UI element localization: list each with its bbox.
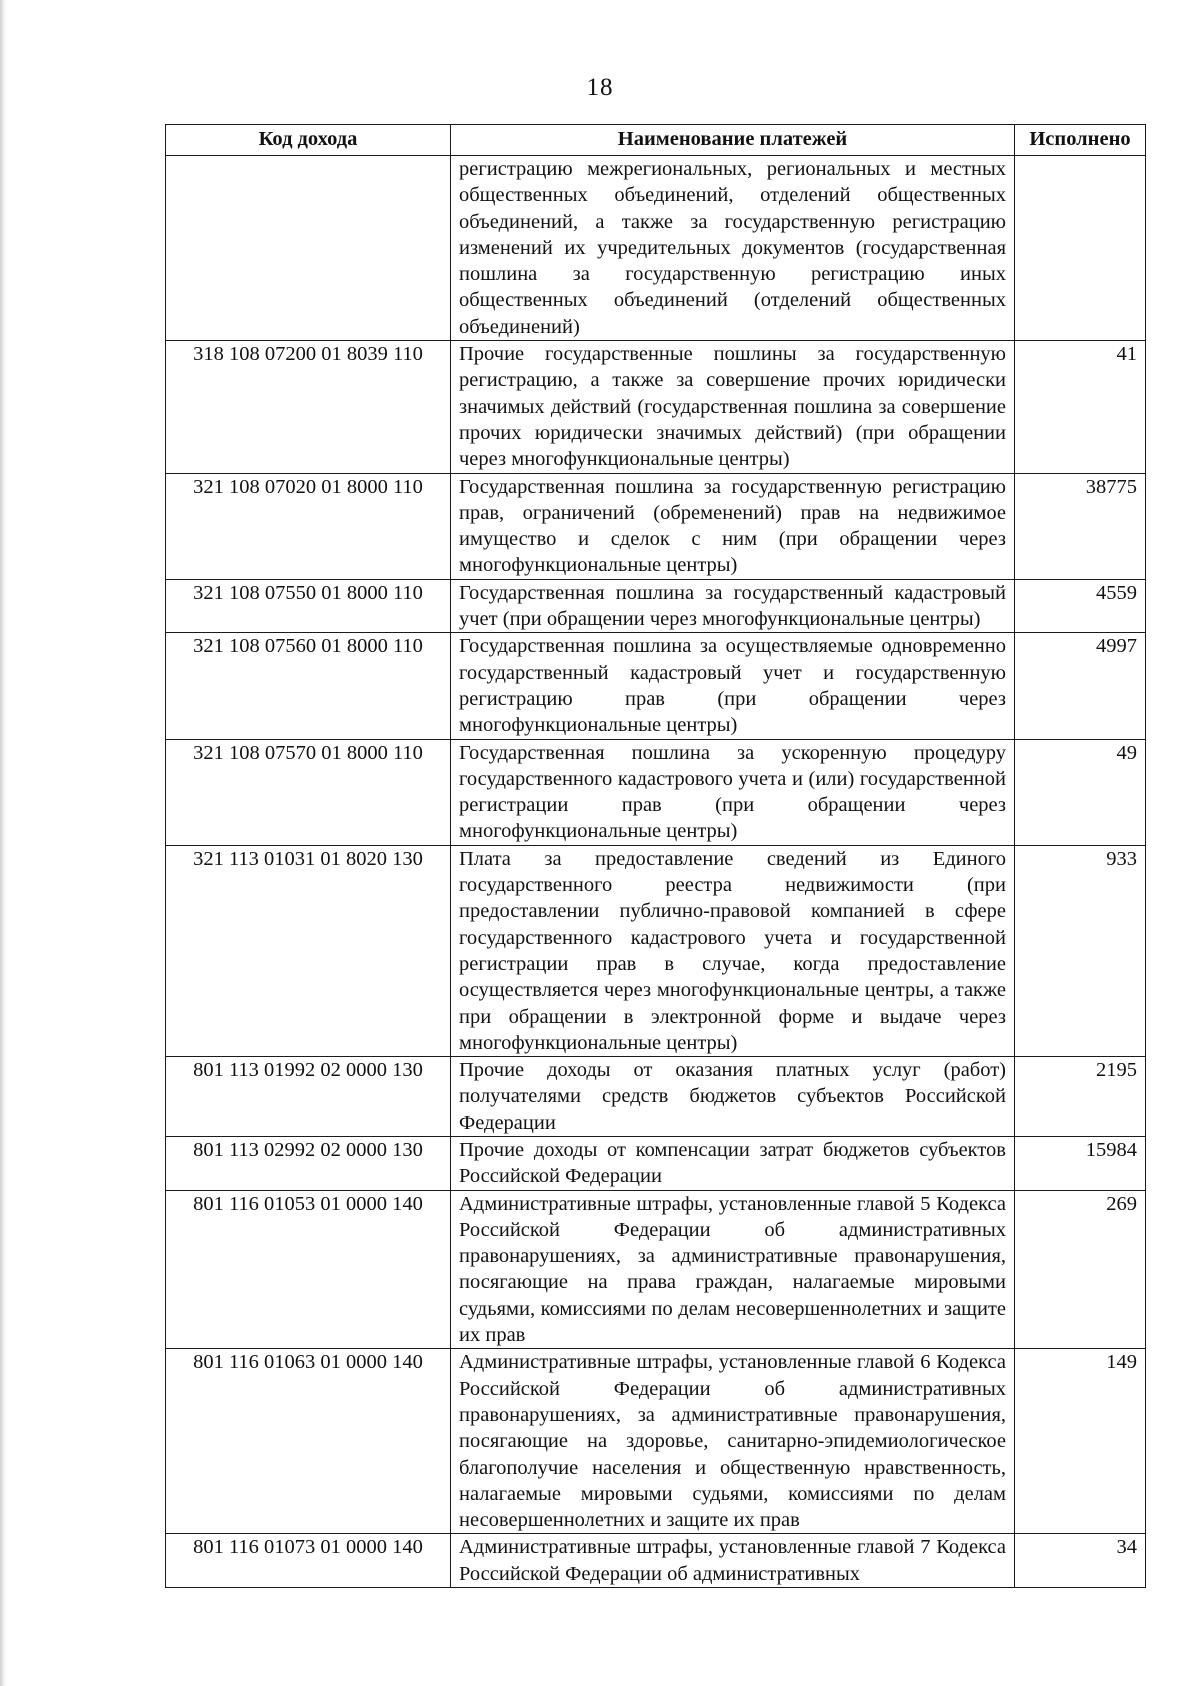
executed-amount: 4997	[1015, 633, 1146, 739]
table-header-row	[166, 125, 1146, 156]
table-row	[166, 633, 1146, 739]
payment-name: Государственная пошлина за осуществляемые одновременно государственный кадастровый учет и государственную регистрацию прав (при обращении через многофункциональные центры)	[451, 633, 1015, 739]
table-row	[166, 341, 1146, 473]
payment-name: Административные штрафы, установленные главой 7 Кодекса Российской Федерации об административных	[451, 1534, 1015, 1588]
table-row	[166, 1349, 1146, 1534]
table-row	[166, 1136, 1146, 1190]
revenue-table	[165, 124, 1146, 1588]
executed-amount: 149	[1015, 1349, 1146, 1534]
table-row	[166, 739, 1146, 845]
revenue-code: 321 108 07550 01 8000 110	[166, 579, 451, 633]
executed-amount: 49	[1015, 739, 1146, 845]
payment-name: Административные штрафы, установленные главой 6 Кодекса Российской Федерации об административных правонарушениях, за административные правонарушения, посягающие на здоровье, санитарно-эпидемиологическое благополучие населения и общественную нравственность, налагаемые мировыми судьями, комиссиями по делам несовершеннолетних и защите их прав	[451, 1349, 1015, 1534]
table-row	[166, 1057, 1146, 1137]
payment-name: Прочие государственные пошлины за государственную регистрацию, а также за совершение прочих юридически значимых действий (государственная пошлина за совершение прочих юридически значимых действий) (при обращении через многофункциональные центры)	[451, 341, 1015, 473]
payment-name: Прочие доходы от компенсации затрат бюджетов субъектов Российской Федерации	[451, 1136, 1015, 1190]
header-name: Наименование платежей	[451, 125, 1015, 156]
revenue-code: 801 113 01992 02 0000 130	[166, 1057, 451, 1137]
executed-amount: 34	[1015, 1534, 1146, 1588]
executed-amount: 269	[1015, 1190, 1146, 1349]
revenue-code: 318 108 07200 01 8039 110	[166, 341, 451, 473]
revenue-code: 321 108 07020 01 8000 110	[166, 473, 451, 579]
executed-amount: 41	[1015, 341, 1146, 473]
header-sum: Исполнено	[1015, 125, 1146, 156]
page-number: 18	[586, 74, 614, 101]
executed-amount: 4559	[1015, 579, 1146, 633]
table-row	[166, 579, 1146, 633]
table-row	[166, 156, 1146, 341]
executed-amount: 933	[1015, 845, 1146, 1056]
executed-amount: 38775	[1015, 473, 1146, 579]
payment-name: Государственная пошлина за государственный кадастровый учет (при обращении через многофункциональные центры)	[451, 579, 1015, 633]
payment-name: Плата за предоставление сведений из Единого государственного реестра недвижимости (при предоставлении публично-правовой компанией в сфере государственного кадастрового учета и государственной регистрации прав в случае, когда предоставление осуществляется через многофункциональные центры, а также при обращении в электронной форме и выдаче через многофункциональные центры)	[451, 845, 1015, 1056]
revenue-code: 321 108 07570 01 8000 110	[166, 739, 451, 845]
revenue-code: 801 116 01063 01 0000 140	[166, 1349, 451, 1534]
table-row	[166, 845, 1146, 1056]
revenue-code	[166, 156, 451, 341]
payment-name: Прочие доходы от оказания платных услуг (работ) получателями средств бюджетов субъектов Российской Федерации	[451, 1057, 1015, 1137]
scan-edge	[0, 0, 7, 1686]
table-row	[166, 473, 1146, 579]
revenue-code: 801 113 02992 02 0000 130	[166, 1136, 451, 1190]
table-row	[166, 1190, 1146, 1349]
executed-amount	[1015, 156, 1146, 341]
executed-amount: 2195	[1015, 1057, 1146, 1137]
revenue-code: 801 116 01053 01 0000 140	[166, 1190, 451, 1349]
payment-name: регистрацию межрегиональных, региональных и местных общественных объединений, отделений общественных объединений, а также за государственную регистрацию изменений их учредительных документов (государственная пошлина за государственную регистрацию иных общественных объединений (отделений общественных объединений)	[451, 156, 1015, 341]
executed-amount: 15984	[1015, 1136, 1146, 1190]
revenue-code: 801 116 01073 01 0000 140	[166, 1534, 451, 1588]
payment-name: Государственная пошлина за ускоренную процедуру государственного кадастрового учета и (или) государственной регистрации прав (при обращении через многофункциональные центры)	[451, 739, 1015, 845]
revenue-code: 321 113 01031 01 8020 130	[166, 845, 451, 1056]
payment-name: Административные штрафы, установленные главой 5 Кодекса Российской Федерации об административных правонарушениях, за административные правонарушения, посягающие на права граждан, налагаемые мировыми судьями, комиссиями по делам несовершеннолетних и защите их прав	[451, 1190, 1015, 1349]
revenue-code: 321 108 07560 01 8000 110	[166, 633, 451, 739]
header-code: Код дохода	[166, 125, 451, 156]
table-row	[166, 1534, 1146, 1588]
payment-name: Государственная пошлина за государственную регистрацию прав, ограничений (обременений) прав на недвижимое имущество и сделок с ним (при обращении через многофункциональные центры)	[451, 473, 1015, 579]
